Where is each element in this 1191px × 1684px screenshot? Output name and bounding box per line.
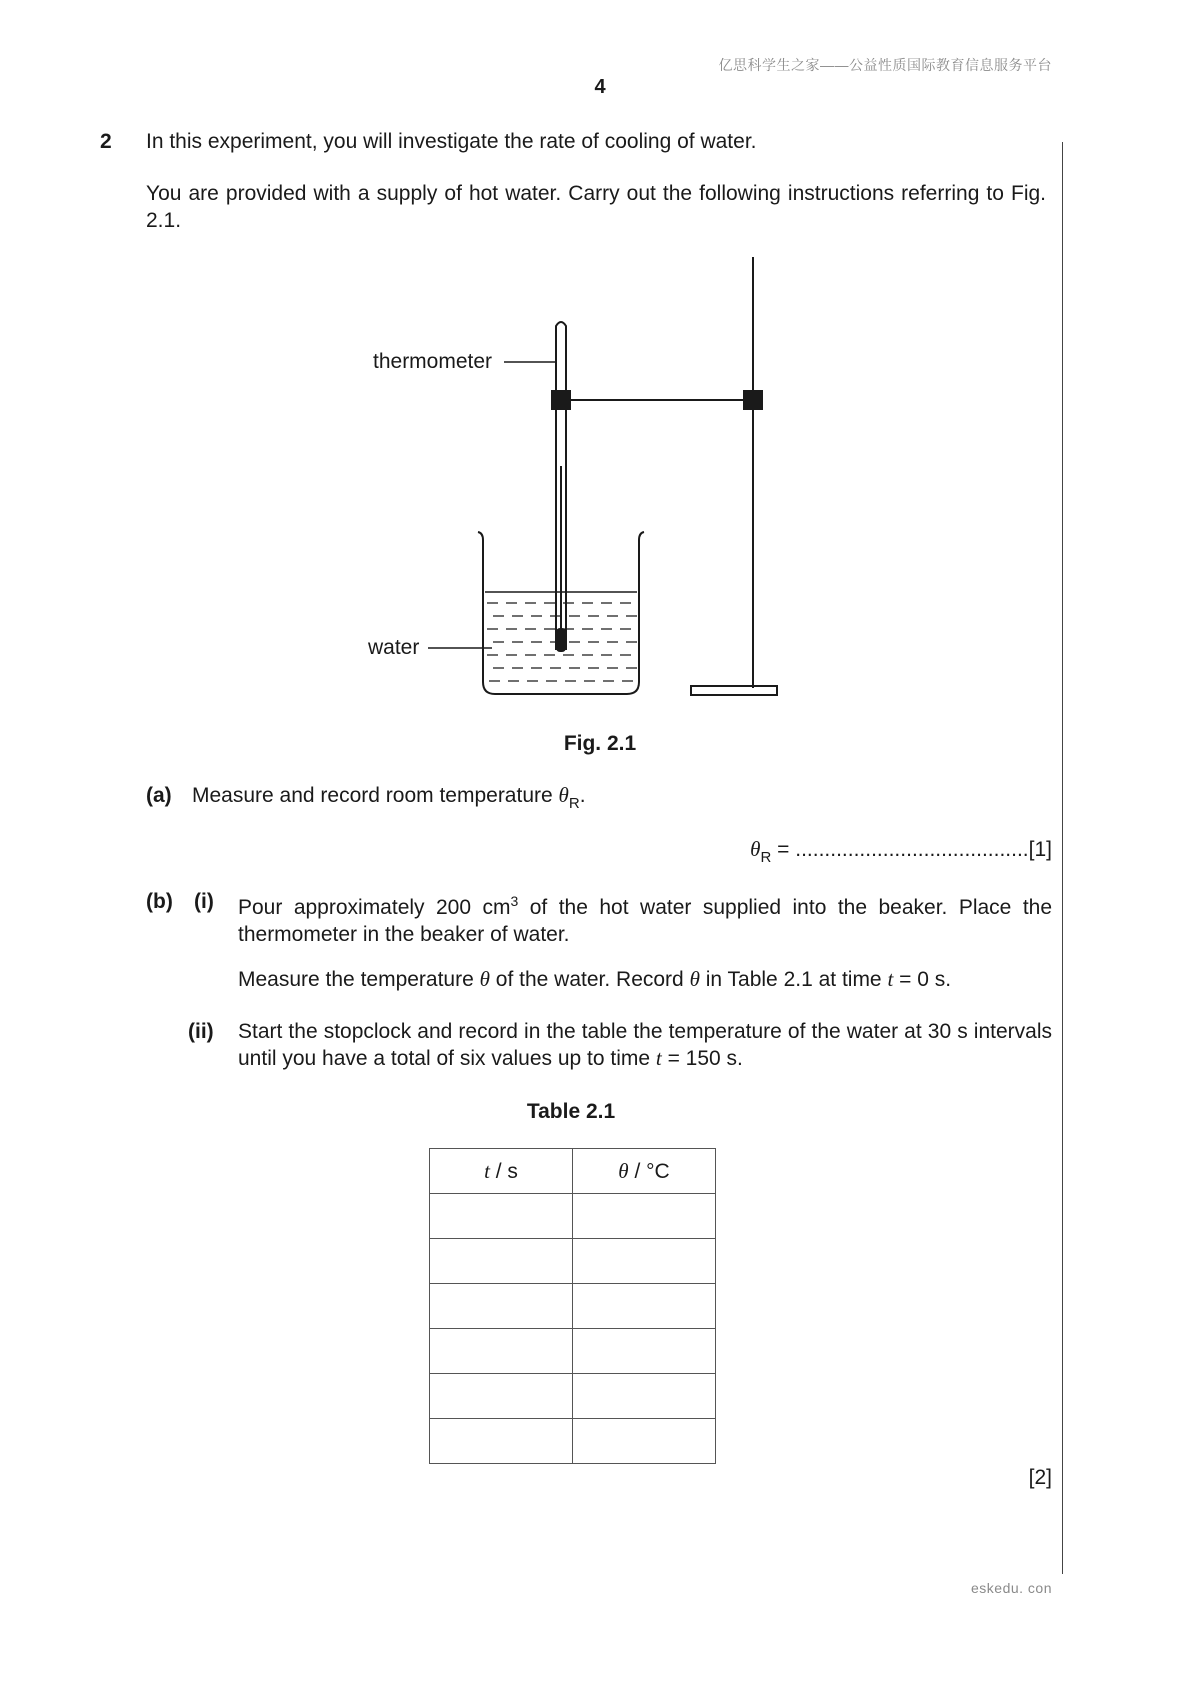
question-intro: In this experiment, you will investigate the rate of cooling of water. <box>146 130 757 153</box>
time-cell <box>430 1329 573 1374</box>
part-b-i-text2: Measure the temperature θ of the water. Record θ in Table 2.1 at time t = 0 s. <box>238 967 952 991</box>
table-row <box>430 1239 716 1284</box>
part-b-i-text1: Pour approximately 200 $cm^3$ of the hot water supplied into the beaker. Place the thermometer in the beaker of water. <box>238 893 1053 946</box>
temperature-cell <box>573 1374 716 1419</box>
time-cell <box>430 1239 573 1284</box>
part-b-ii-label: (ii) <box>188 1020 214 1043</box>
table-row <box>430 1284 716 1329</box>
thermometer-label: thermometer <box>373 350 493 373</box>
clamp-boss-stand <box>743 390 763 410</box>
header-watermark: 亿思科学生之家——公益性质国际教育信息服务平台 <box>718 57 1052 73</box>
table-row <box>430 1374 716 1419</box>
table-header-row <box>430 1149 716 1194</box>
answer-line-room-temperature: $\theta_R = ........................................[1]$ <box>750 837 1052 866</box>
question-instructions: You are provided with a supply of hot water. Carry out the following instructions referring to Fig. 2.1. <box>146 182 1046 232</box>
part-b-ii-text: Start the stopclock and record in the table the temperature of the water at 30 s intervals until you have a total of six values up to time t = 150 s. <box>238 1020 1052 1070</box>
part-b-i-label: (i) <box>194 890 214 913</box>
table-title: Table 2.1 <box>526 1100 616 1123</box>
water-label: water <box>368 636 420 659</box>
temperature-cell <box>573 1239 716 1284</box>
thermometer-bulb <box>556 628 566 652</box>
page-number: 4 <box>594 76 606 98</box>
apparatus-diagram <box>0 0 1191 760</box>
table-row <box>430 1194 716 1239</box>
temperature-cell <box>573 1284 716 1329</box>
question-number: 2 <box>100 130 112 153</box>
time-cell <box>430 1374 573 1419</box>
part-a-label: (a) <box>146 784 172 807</box>
table-row <box>430 1419 716 1464</box>
column-header-temperature: θ / °C <box>573 1149 716 1194</box>
part-a-text: Measure and record room temperature $\theta_R$. <box>192 783 586 812</box>
figure-caption: Fig. 2.1 <box>563 732 637 755</box>
part-b-label: (b) <box>146 890 173 913</box>
footer-watermark: eskedu. con <box>971 1580 1052 1596</box>
temperature-cell <box>573 1194 716 1239</box>
results-table <box>429 1148 716 1464</box>
stand-base <box>691 686 777 695</box>
marks-b: [2] <box>1028 1466 1052 1489</box>
time-cell <box>430 1419 573 1464</box>
temperature-cell <box>573 1329 716 1374</box>
table-row <box>430 1329 716 1374</box>
clamp-boss-thermometer <box>551 390 571 410</box>
temperature-cell <box>573 1419 716 1464</box>
marks-a: [1] <box>1028 838 1052 861</box>
time-cell <box>430 1284 573 1329</box>
column-header-time: t / s <box>430 1149 573 1194</box>
time-cell <box>430 1194 573 1239</box>
